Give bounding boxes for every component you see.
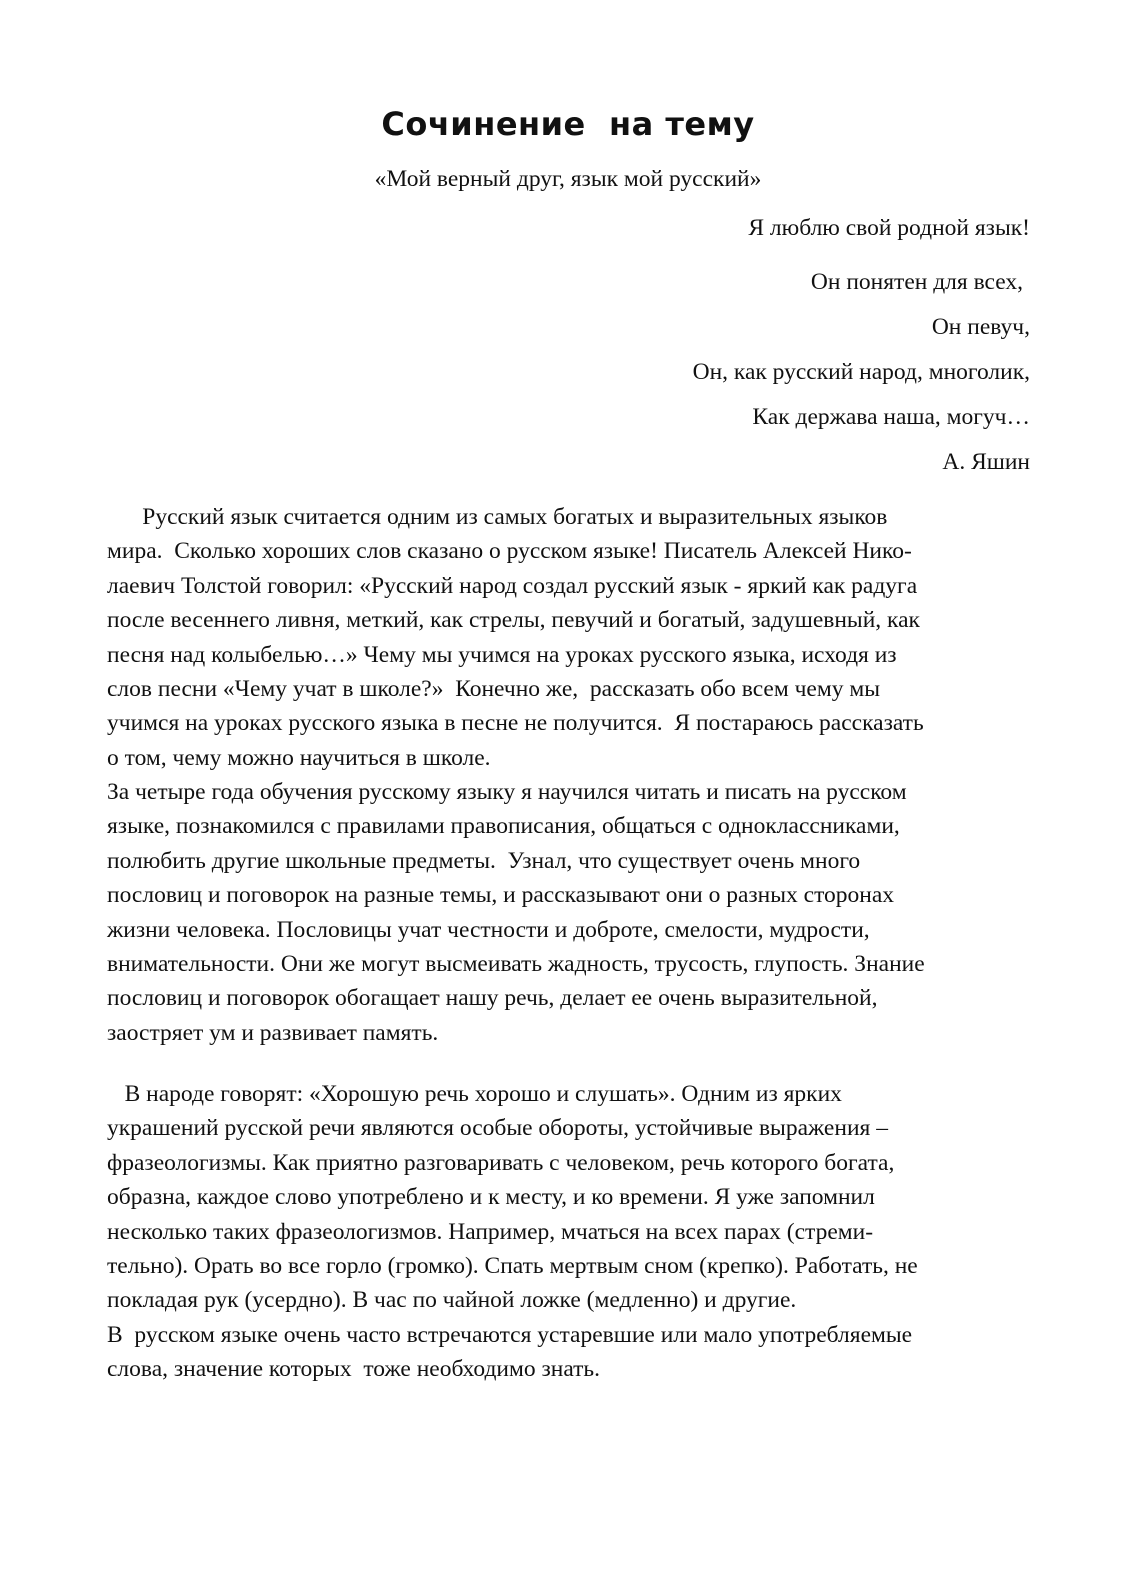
text-line: слов песни «Чему учат в школе?» Конечно же, рассказать обо всем чему мы — [107, 675, 880, 702]
essay-subtitle: «Мой верный друг, язык мой русский» — [374, 166, 762, 192]
text-line: пословиц и поговорок на разные темы, и рассказывают они о разных сторонах — [107, 882, 895, 909]
text-line: о том, чему можно научиться в школе. — [107, 744, 491, 771]
essay-title: Сочинение на тему — [381, 105, 755, 143]
text-line: В русском языке очень часто встречаются устаревшие или мало употребляемые — [107, 1322, 913, 1348]
paragraph-2 — [107, 775, 1047, 1050]
text-line: образна, каждое слово употреблено и к месту, и ко времени. Я уже запомнил — [107, 1184, 875, 1211]
paragraph-4 — [107, 1318, 1047, 1387]
text-line: украшений русской речи являются особые обороты, устойчивые выражения – — [107, 1115, 888, 1142]
epigraph-line: Как держава наша, могуч… — [752, 404, 1030, 430]
text-line: заостряет ум и развивает память. — [107, 1019, 439, 1046]
text-line: после весеннего ливня, меткий, как стрелы, певучий и богатый, задушевный, как — [107, 607, 920, 634]
epigraph-line: Он понятен для всех, — [810, 269, 1023, 295]
epigraph-line: Я люблю свой родной язык! — [748, 215, 1030, 241]
text-line: покладая рук (усердно). В час по чайной ложке (медленно) и другие. — [107, 1287, 797, 1314]
epigraph-line: Он, как русский народ, многолик, — [692, 359, 1030, 385]
paragraph-1 — [107, 500, 1047, 775]
text-line: учимся на уроках русского языка в песне не получится. Я постараюсь рассказать — [107, 710, 924, 737]
text-line: внимательности. Они же могут высмеивать жадность, трусость, глупость. Знание — [107, 950, 925, 977]
text-line: полюбить другие школьные предметы. Узнал, что существует очень много — [107, 847, 861, 874]
text-line: тельно). Орать во все горло (громко). Спать мертвым сном (крепко). Работать, не — [107, 1252, 918, 1279]
text-line: жизни человека. Пословицы учат честности и доброте, смелости, мудрости, — [107, 916, 870, 943]
text-line: пословиц и поговорок обогащает нашу речь, делает ее очень выразительной, — [107, 985, 878, 1012]
paragraph-3 — [107, 1077, 1047, 1318]
text-line: фразеологизмы. Как приятно разговаривать с человеком, речь которого богата, — [107, 1149, 895, 1176]
epigraph-author: А. Яшин — [942, 449, 1030, 475]
text-line: несколько таких фразеологизмов. Например, мчаться на всех парах (стреми- — [107, 1218, 874, 1245]
text-line: За четыре года обучения русскому языку я научился читать и писать на русском — [107, 779, 907, 805]
text-line: лаевич Толстой говорил: «Русский народ создал русский язык - яркий как радуга — [107, 572, 918, 599]
text-line: слова, значение которых тоже необходимо знать. — [107, 1356, 601, 1383]
text-line: песня над колыбелью…» Чему мы учимся на уроках русского языка, исходя из — [107, 641, 897, 668]
text-line: мира. Сколько хороших слов сказано о русском языке! Писатель Алексей Нико- — [107, 538, 912, 565]
epigraph-line: Он певуч, — [931, 314, 1030, 340]
text-line: Русский язык считается одним из самых богатых и выразительных языков — [107, 504, 888, 530]
text-line: языке, познакомился с правилами правописания, общаться с одноклассниками, — [107, 813, 900, 840]
text-line: В народе говорят: «Хорошую речь хорошо и слушать». Одним из ярких — [107, 1081, 842, 1107]
